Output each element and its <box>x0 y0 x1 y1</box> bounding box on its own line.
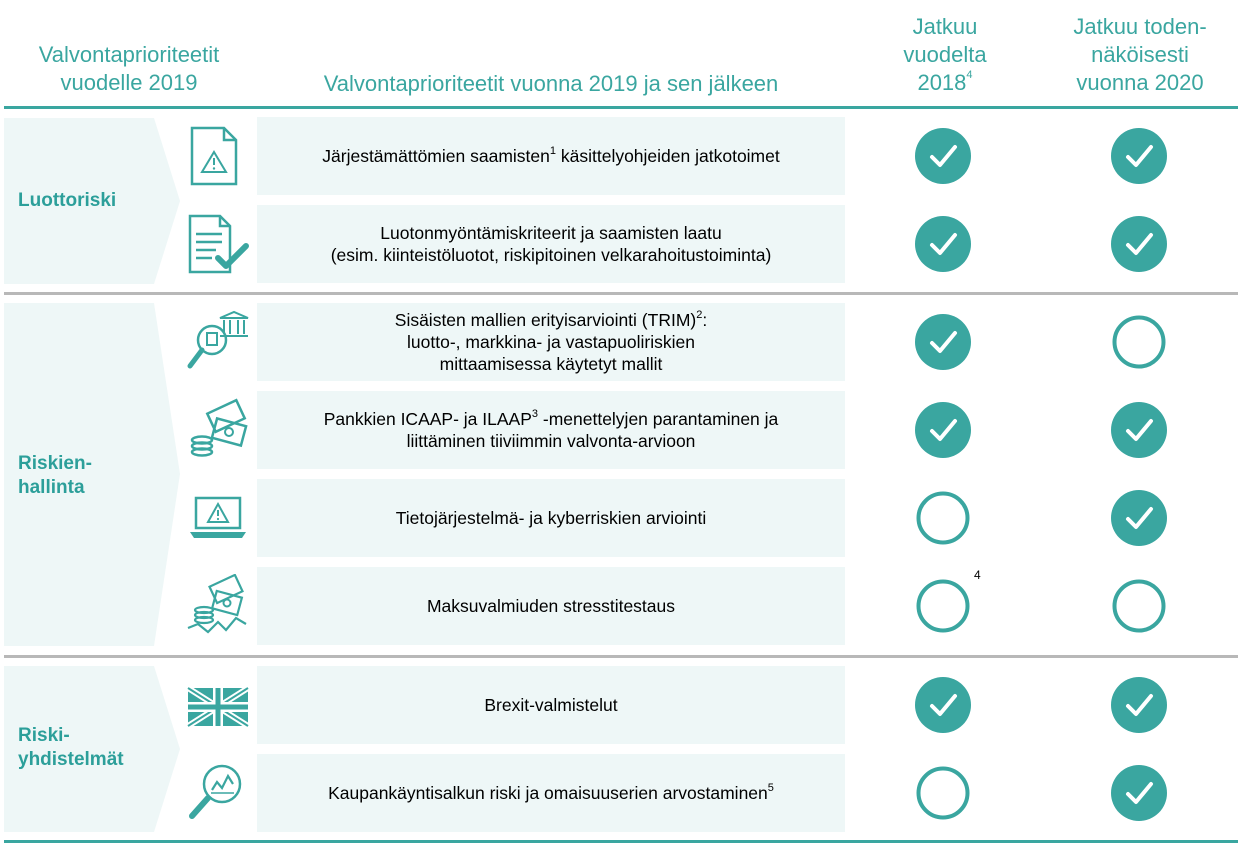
section-divider <box>4 292 1238 295</box>
header-col1-line2: vuodelle 2019 <box>60 70 198 95</box>
status-2018-empty-circle-icon <box>915 578 971 634</box>
priority-row: Kaupankäyntisalkun riski ja omaisuuserien arvostaminen$^5$ <box>257 754 845 832</box>
status-2020-check-icon <box>1111 128 1167 184</box>
priority-row: Sisäisten mallien erityisarviointi (TRIM)$^2$: luotto-, markkina- ja vastapuoliriskien mittaamisessa käytetyt mallit <box>257 303 845 381</box>
status-2018-check-icon <box>915 128 971 184</box>
status-2018-check-icon <box>915 314 971 370</box>
header-col3-line1: Jatkuu <box>912 14 978 39</box>
money-stress-icon <box>186 574 250 638</box>
header-col4-line3: vuonna 2020 <box>1076 70 1204 95</box>
document-warning-icon <box>186 124 250 188</box>
footnote-ref: 4 <box>974 568 981 582</box>
header-col4-line1: Jatkuu toden- <box>1073 14 1207 39</box>
status-2020-check-icon <box>1111 402 1167 458</box>
union-jack-icon <box>186 676 250 740</box>
header-divider <box>4 106 1238 109</box>
money-coins-icon <box>186 398 250 462</box>
chart-magnifier-icon <box>186 760 250 824</box>
header-col3 <box>880 13 1010 97</box>
header-col2: Valvontaprioriteetit vuonna 2019 ja sen jälkeen <box>323 71 779 96</box>
bank-magnifier-icon <box>186 310 250 374</box>
footnote-ref: 4 <box>966 69 973 81</box>
priority-row: Luotonmyöntämiskriteerit ja saamisten laatu (esim. kiinteistöluotot, riskipitoinen velkarahoitustoiminta) <box>257 205 845 283</box>
priority-row: Tietojärjestelmä- ja kyberriskien arviointi <box>257 479 845 557</box>
section-divider <box>4 655 1238 658</box>
laptop-warning-icon <box>186 486 250 550</box>
status-2018-empty-circle-icon <box>915 490 971 546</box>
status-2020-empty-circle-icon <box>1111 314 1167 370</box>
status-2018-check-icon <box>915 402 971 458</box>
header-col1-line1: Valvontaprioriteetit <box>38 42 220 67</box>
category-label: Luottoriski <box>18 190 117 211</box>
category-label: Riski- yhdistelmät <box>18 725 124 770</box>
status-2020-empty-circle-icon <box>1111 578 1167 634</box>
header-col3-line3: 2018$^4$ <box>917 69 973 95</box>
status-2020-check-icon <box>1111 490 1167 546</box>
priority-row: Brexit-valmistelut <box>257 666 845 744</box>
status-2018-check-icon <box>915 677 971 733</box>
status-2020-check-icon <box>1111 216 1167 272</box>
header-col4-line2: näköisesti <box>1091 42 1189 67</box>
category-riskiyhdistelmat <box>4 666 184 832</box>
priority-row: Pankkien ICAAP- ja ILAAP$^3$ -menettelyjen parantaminen ja liittäminen tiiviimmin valvonta-arvioon <box>257 391 845 469</box>
checklist-document-icon <box>186 212 250 276</box>
category-luottoriski <box>4 118 184 284</box>
status-2020-check-icon <box>1111 765 1167 821</box>
header-col3-line2: vuodelta <box>903 42 987 67</box>
status-2020-check-icon <box>1111 677 1167 733</box>
header-col4 <box>1050 13 1230 97</box>
category-label: Riskien- hallinta <box>18 453 92 498</box>
header-col1 <box>14 41 244 97</box>
bottom-divider <box>4 840 1238 843</box>
status-2018-empty-circle-icon <box>915 765 971 821</box>
status-2018-check-icon <box>915 216 971 272</box>
category-riskienhallinta <box>4 303 184 646</box>
priority-row: Järjestämättömien saamisten$^1$ käsittelyohjeiden jatkotoimet <box>257 117 845 195</box>
priority-row: Maksuvalmiuden stresstitestaus <box>257 567 845 645</box>
